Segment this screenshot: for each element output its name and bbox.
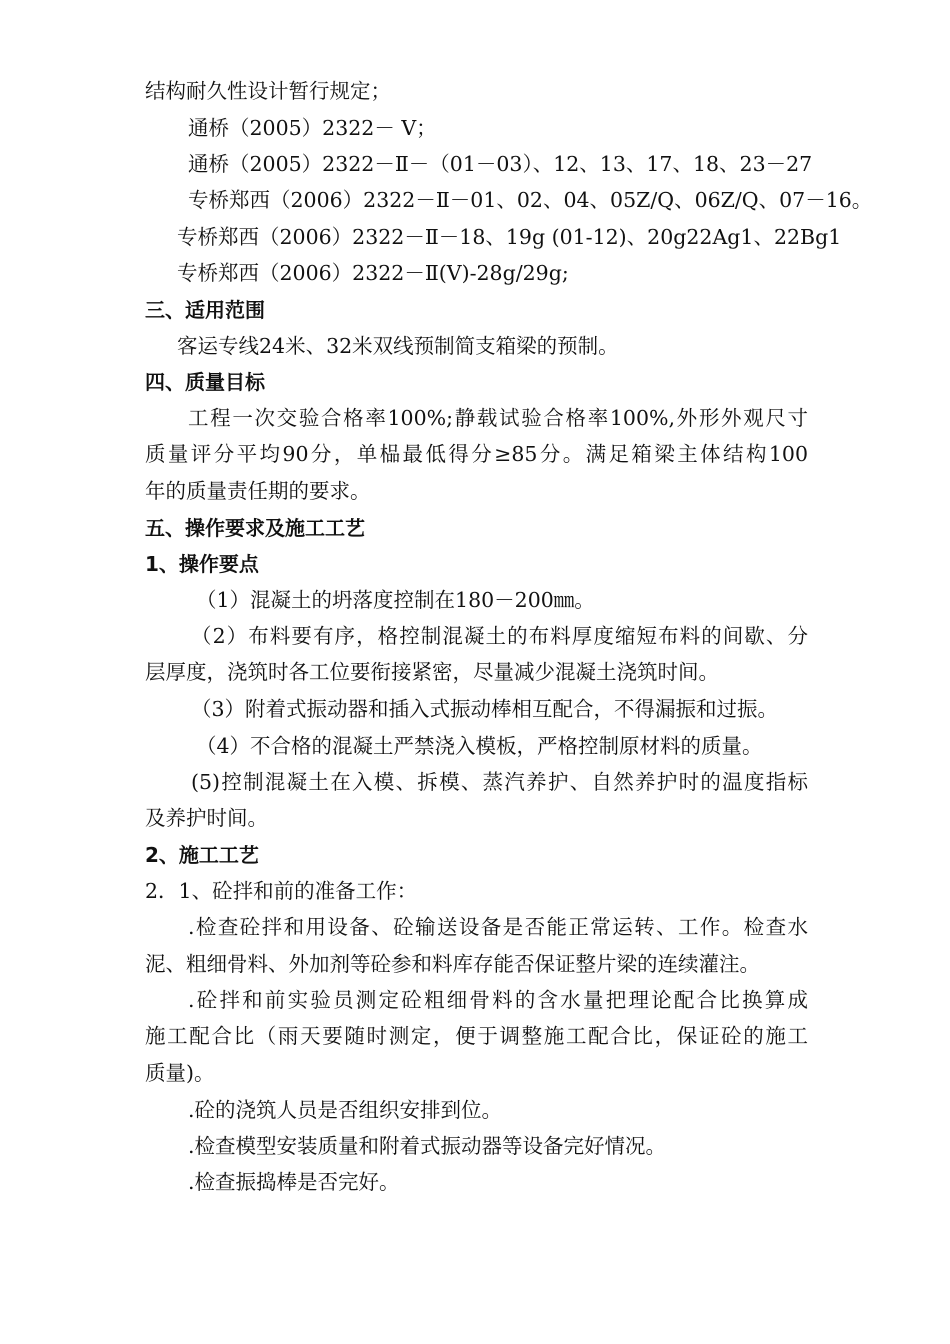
standard-line-2: 通桥（2005）2322－Ⅱ－（01－03）、12、13、17、18、23－27 (188, 152, 813, 176)
operation-point-4: （4）不合格的混凝土严禁浇入模板，严格控制原材料的质量。 (196, 734, 763, 758)
subheading-construction-process: 2、施工工艺 (145, 843, 259, 867)
quality-text-line-1: 工程一次交验合格率100%;静载试验合格率100%,外形外观尺寸 (188, 406, 808, 430)
operation-point-2-line-1: （2）布料要有序，格控制混凝土的布料厚度缩短布料的间歇、分 (191, 624, 808, 648)
quality-text-line-3: 年的质量责任期的要求。 (145, 479, 371, 503)
subsection-2-1-title: 2．1、砼拌和前的准备工作： (145, 879, 418, 903)
section-heading-quality: 四、质量目标 (145, 370, 265, 394)
scope-text: 客运专线24米、32米双线预制简支箱梁的预制。 (177, 334, 619, 358)
section-heading-operation: 五、操作要求及施工工艺 (145, 516, 365, 540)
check-item-2-line-1: .砼拌和前实验员测定砼粗细骨料的含水量把理论配合比换算成 (188, 988, 808, 1012)
operation-point-1: （1）混凝土的坍落度控制在180－200㎜。 (196, 588, 595, 612)
quality-text-line-2: 质量评分平均90分，单榀最低得分≥85分。满足箱梁主体结构100 (145, 442, 808, 466)
standard-line-5: 专桥郑西（2006）2322－Ⅱ(Ⅴ)-28g/29g; (177, 261, 569, 285)
check-item-5: .检查振捣棒是否完好。 (188, 1170, 400, 1194)
operation-point-2-line-2: 层厚度，浇筑时各工位要衔接紧密，尽量减少混凝土浇筑时间。 (145, 660, 719, 684)
operation-point-3: （3）附着式振动器和插入式振动棒相互配合，不得漏振和过振。 (191, 697, 779, 721)
standard-line-0: 结构耐久性设计暂行规定； (145, 79, 391, 103)
standard-line-4: 专桥郑西（2006）2322－Ⅱ－18、19g (01-12)、20g22Ag1、22Bg1 (177, 225, 842, 249)
standard-line-1: 通桥（2005）2322－ Ⅴ； (188, 116, 437, 140)
check-item-1-line-1: .检查砼拌和用设备、砼输送设备是否能正常运转、工作。检查水 (188, 915, 808, 939)
operation-point-5-line-2: 及养护时间。 (145, 806, 268, 830)
check-item-1-line-2: 泥、粗细骨料、外加剂等砼参和料库存能否保证整片梁的连续灌注。 (145, 952, 760, 976)
check-item-4: .检查模型安装质量和附着式振动器等设备完好情况。 (188, 1134, 667, 1158)
operation-point-5-line-1: (5)控制混凝土在入模、拆模、蒸汽养护、自然养护时的温度指标 (191, 770, 808, 794)
check-item-3: .砼的浇筑人员是否组织安排到位。 (188, 1098, 503, 1122)
standard-line-3: 专桥郑西（2006）2322－Ⅱ－01、02、04、05Z/Q、06Z/Q、07－16。 (188, 188, 873, 212)
subheading-operation-points: 1、操作要点 (145, 552, 259, 576)
check-item-2-line-2: 施工配合比（雨天要随时测定，便于调整施工配合比，保证砼的施工 (145, 1024, 808, 1048)
check-item-2-line-3: 质量)。 (145, 1061, 215, 1085)
section-heading-scope: 三、适用范围 (145, 298, 265, 322)
